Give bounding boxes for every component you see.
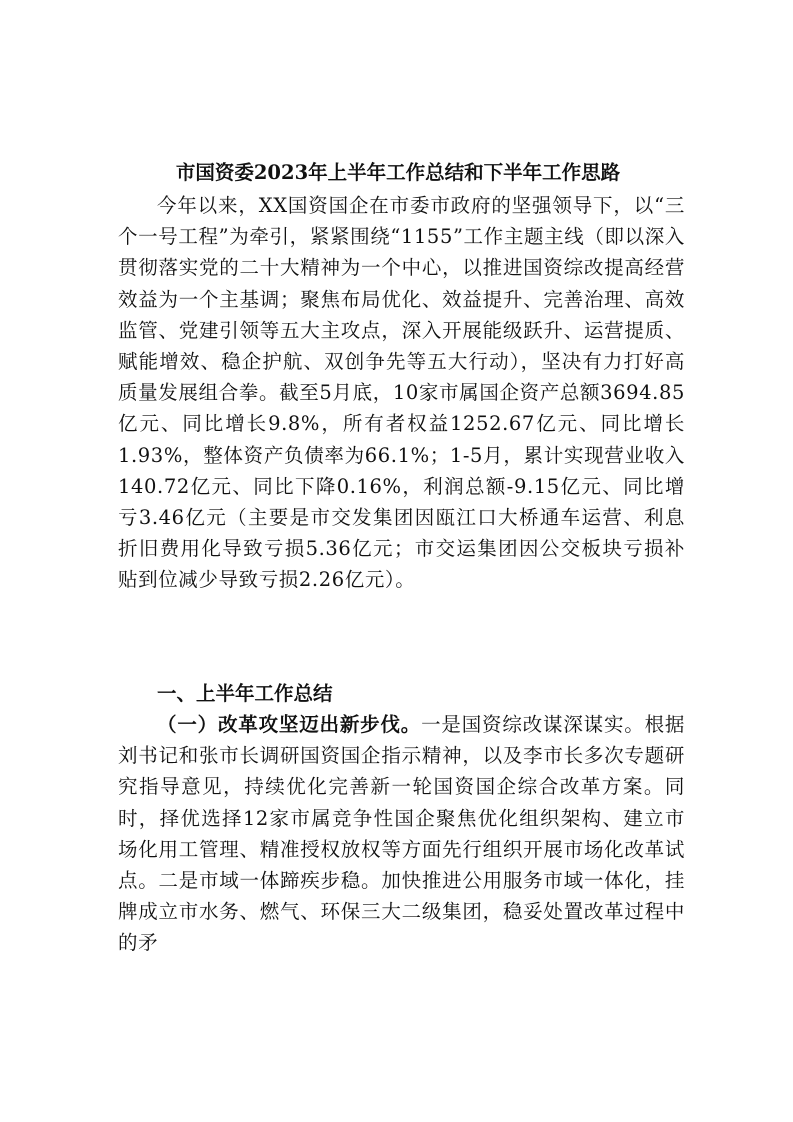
document-title: 市国资委2023年上半年工作总结和下半年工作思路 xyxy=(175,161,621,184)
subsection-paragraph xyxy=(118,709,685,959)
section-heading: 一、上半年工作总结 xyxy=(157,682,333,705)
subsection-lead: （一）改革攻坚迈出新步伐。 xyxy=(157,713,422,736)
subsection-text: 一是国资综改谋深谋实。根据刘书记和张市长调研国资国企指示精神，以及李市长多次专题研究指导意见，持续优化完善新一轮国资国企综合改革方案。同时，择优选择12家市属竞争性国企聚焦优化组织架构、建立市场化用工管理、精准授权放权等方面先行组织开展市场化改革试点。二是市域一体蹄疾步稳。加快推进公用服务市域一体化，挂牌成立市水务、燃气、环保三大二级集团，稳妥处置改革过程中的矛 xyxy=(118,713,685,955)
intro-paragraph: 今年以来，XX国资国企在市委市政府的坚强领导下，以“三个一号工程”为牵引，紧紧围绕“1155”工作主题主线（即以深入贯彻落实党的二十大精神为一个中心，以推进国资综改提高经营效益为一个主基调；聚焦布局优化、效益提升、完善治理、高效监管、党建引领等五大主攻点，深入开展能级跃升、运营提质、赋能增效、稳企护航、双创争先等五大行动），坚决有力打好高质量发展组合拳。截至5月底，10家市属国企资产总额3694.85亿元、同比增长9.8%，所有者权益1252.67亿元、同比增长1.93%，整体资产负债率为66.1%；1-5月，累计实现营业收入140.72亿元、同比下降0.16%，利润总额-9.15亿元、同比增亏3.46亿元（主要是市交发集团因瓯江口大桥通车运营、利息折旧费用化导致亏损5.36亿元；市交运集团因公交板块亏损补贴到位减少导致亏损2.26亿元）。 xyxy=(118,194,685,592)
